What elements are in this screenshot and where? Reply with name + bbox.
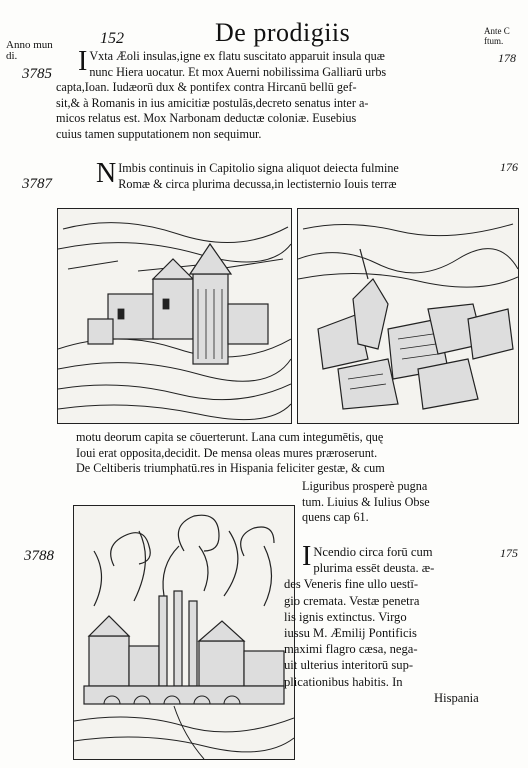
entry-year: 3787 [22,176,52,192]
entry-paragraph [96,158,399,192]
text-line: Ioui erat opposita,decidit. De mensa oleas mures præroserunt. [76,445,378,460]
entry-continuation-right [302,479,430,526]
text-line: capta,Ioan. Iudæorū dux & pontifex contra Hircanū bellū gef- [56,80,357,94]
woodcut-earthquake [297,208,519,424]
entry-paragraph [284,541,479,706]
entry-paragraph [56,46,387,142]
text-line: maximi flagro cæsa, nega- [284,642,418,657]
woodcut-city-fire [73,505,295,760]
entry-year: 3785 [22,66,52,82]
drop-initial: I [78,46,88,77]
text-line: micos relatus est. Mox Narbonam deductæ coloniæ. Eusebius [56,111,357,125]
text-line: Imbis continuis in Capitolio signa aliquot deiecta fulmine [118,161,399,175]
entry-continuation [76,430,385,477]
text-line: gio cremata. Vestæ penetra [284,593,420,608]
text-line: lis ignis extinctus. Virgo [284,609,407,624]
text-line: des Veneris fine ullo uestī- [284,577,419,592]
text-line: sit,& à Romanis in ius amicitiæ postulās,decreto senatus inter a- [56,95,369,110]
page-number: 152 [100,30,124,47]
text-line: plicationibus habitis. In [284,674,403,689]
text-line: nunc Hiera uocatur. Et mox Auerni nobilissima Galliarū urbs [89,64,387,79]
text-line: Ncendio circa forū cum [313,545,433,559]
entry-year: 3788 [24,548,54,564]
text-line: plurima essēt deusta. æ- [313,561,435,576]
text-line: tum. Liuius & Iulius Obse [302,494,430,509]
margin-number: 175 [500,546,518,560]
anno-mundi-label: Anno mun di. [6,39,53,62]
text-line: Hispania [434,690,479,705]
text-line: De Celtiberis triumphatū.res in Hispania feliciter gestæ, & cum [76,461,385,475]
text-line: iussu M. Æmilij Pontificis [284,625,417,640]
margin-number: 178 [498,51,516,65]
text-line: Vxta Æoli insulas,igne ex flatu suscitato apparuit insula quæ [89,49,385,63]
ante-christum-label: Ante C ftum. [484,26,510,46]
drop-initial: I [302,541,312,572]
margin-number: 176 [500,160,518,174]
drop-initial: N [96,158,117,189]
text-line: Romæ & circa plurima decussa,in lectisternio Iouis terræ [118,176,397,191]
text-line: quens cap 61. [302,510,369,524]
text-line: uit ulterius interitorū sup- [284,658,414,673]
text-line: motu deorum capita se cōuerterunt. Lana cum integumētis, quę [76,430,384,444]
woodcut-castle [57,208,292,424]
page-title: De prodigiis [215,18,351,47]
text-line: cuius tamen supputationem non sequimur. [56,126,262,141]
text-line: Liguribus prosperè pugna [302,479,428,493]
